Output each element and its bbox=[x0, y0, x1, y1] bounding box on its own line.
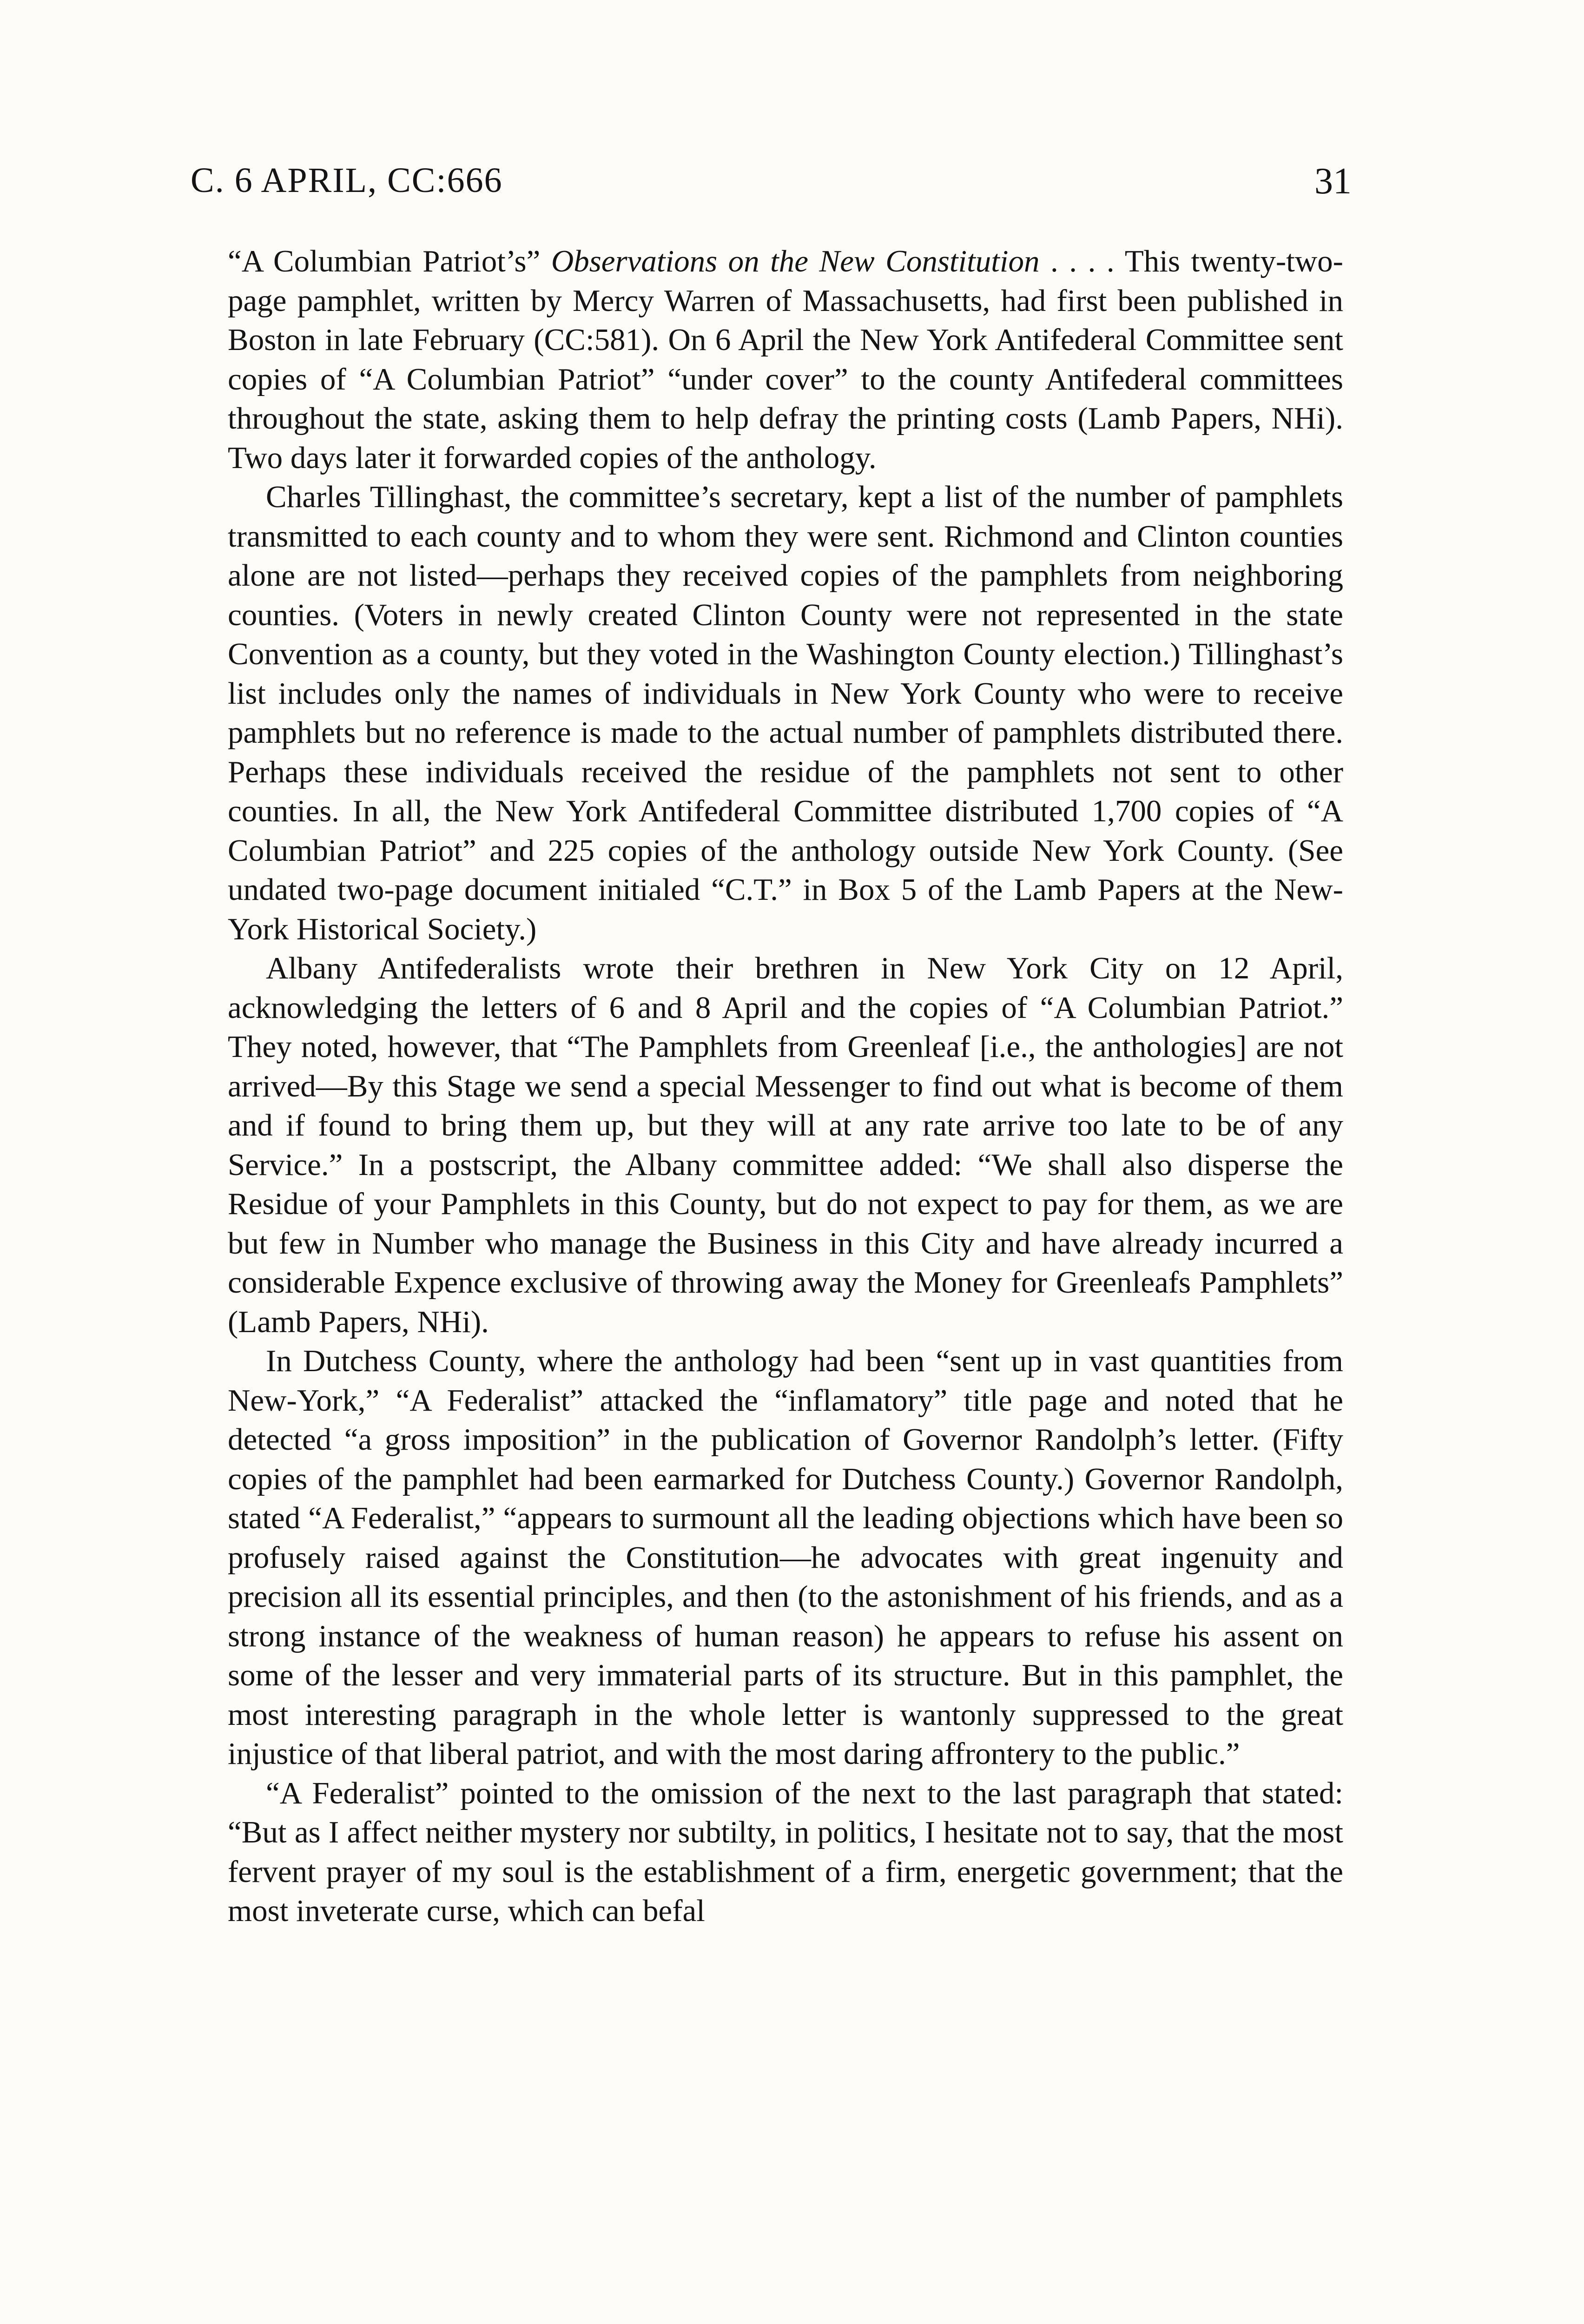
paragraph-federalist: “A Federalist” pointed to the omission of the next to the last paragraph that stated: “But as I affect neither mystery nor subtilty, in politics, I hesitate not to say, that the most fervent prayer of my soul is the establishment of a firm, energetic government; that the most inveterate curse, which can befal bbox=[228, 1776, 1343, 1928]
page-number: 31 bbox=[1314, 161, 1352, 202]
paragraph-albany: Albany Antifederalists wrote their brethren in New York City on 12 April, acknowledging the letters of 6 and 8 April and the copies of “A Columbian Patriot.” They noted, however, that “The Pamphlets from Greenleaf [i.e., the anthologies] are not arrived—By this Stage we send a special Messenger to find out what is become of them and if found to bring them up, but they will at any rate arrive too late to be of any Service.” In a postscript, the Albany committee added: “We shall also disperse the Residue of your Pamphlets in this County, but do not expect to pay for them, as we are but few in Number who manage the Business in this City and have already incurred a considerable Expence exclusive of throwing away the Money for Greenleafs Pamphlets” (Lamb Papers, NHi). bbox=[228, 951, 1343, 1339]
running-header bbox=[191, 160, 1352, 211]
body-text bbox=[228, 242, 1343, 1931]
paragraph-1-lead: “A Columbian Patriot’s” bbox=[228, 244, 551, 278]
pamphlet-title: Observations on the New Constitution bbox=[551, 244, 1040, 278]
running-head-title: C. 6 APRIL, CC:666 bbox=[191, 161, 503, 200]
paragraph-dutchess: In Dutchess County, where the anthology had been “sent up in vast quantities from New-York,” “A Federalist” attacked the “inflamatory” title page and noted that he detected “a gross imposition” in the publication of Governor Randolph’s letter. (Fifty copies of the pamphlet had been earmarked for Dutchess County.) Governor Randolph, stated “A Federalist,” “appears to surmount all the leading objections which have been so profusely raised against the Constitution—he advocates with great ingenuity and precision all its essential principles, and then (to the astonishment of his friends, and as a strong instance of the weakness of human reason) he appears to refuse his assent on some of the lesser and very immaterial parts of its structure. But in this pamphlet, the most interesting paragraph in the whole letter is wantonly suppressed to the great injustice of that liberal patriot, and with the most daring affrontery to the public.” bbox=[228, 1344, 1343, 1771]
paragraph-tillinghast: Charles Tillinghast, the committee’s secretary, kept a list of the number of pamphlets transmitted to each county and to whom they were sent. Richmond and Clinton counties alone are not listed—perhaps they received copies of the pamphlets from neighboring counties. (Voters in newly created Clinton County were not represented in the state Convention as a county, but they voted in the Washington County election.) Tillinghast’s list includes only the names of individuals in New York County who were to receive pamphlets but no reference is made to the actual number of pamphlets distributed there. Perhaps these individuals received the residue of the pamphlets not sent to other counties. In all, the New York Antifederal Committee distributed 1,700 copies of “A Columbian Patriot” and 225 copies of the anthology outside New York County. (See undated two-page document initialed “C.T.” in Box 5 of the Lamb Papers at the New-York Historical Society.) bbox=[228, 480, 1343, 946]
paragraph-columbian-patriot bbox=[228, 242, 1343, 477]
paragraph-1-rest: . . . . This twenty-two-page pamphlet, written by Mercy Warren of Massachusetts, had first been published in Boston in late February (CC:581). On 6 April the New York Antifederal Committee sent copies of “A Columbian Patriot” “under cover” to the county Antifederal committees throughout the state, asking them to help defray the printing costs (Lamb Papers, NHi). Two days later it forwarded copies of the anthology. bbox=[228, 244, 1343, 475]
